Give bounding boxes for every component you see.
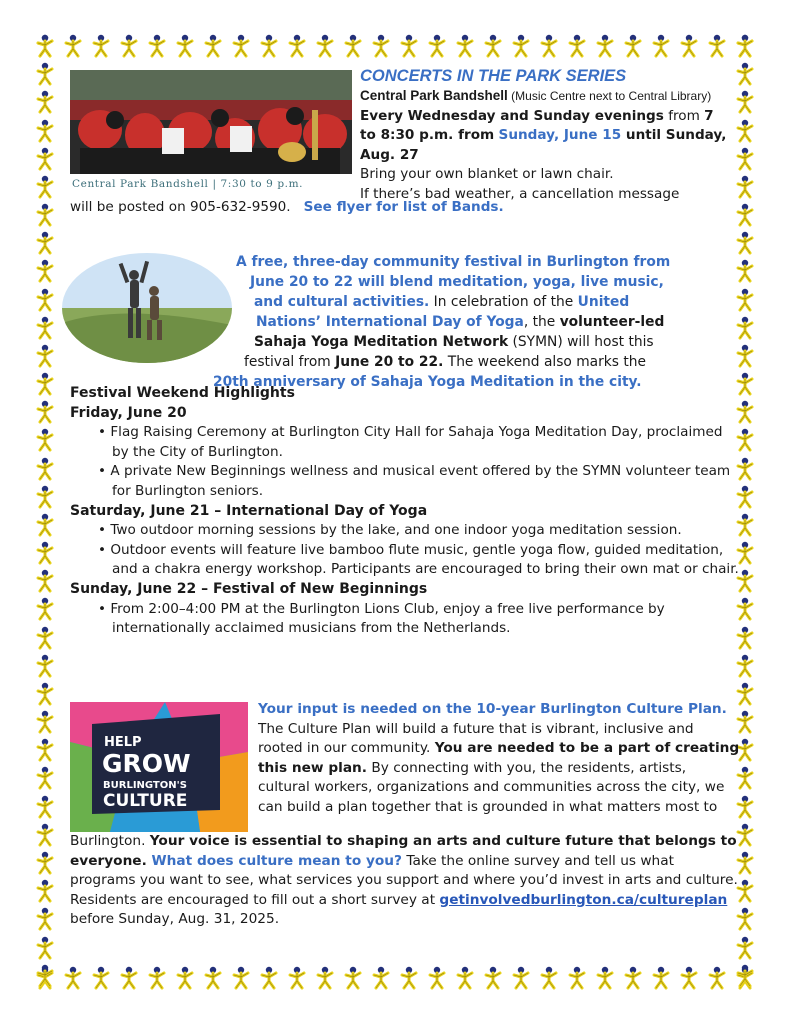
border-figure-icon xyxy=(34,654,56,678)
start-date: Sunday, June 15 xyxy=(498,127,622,143)
border-figure-icon xyxy=(538,966,560,990)
saturday-item: • Outdoor events will feature live bamboo flute music, gentle yoga flow, guided meditation, and a chakra energy workshop. Participants are encouraged to bring their own mat or chair. xyxy=(98,541,739,578)
highlights-title: Festival Weekend Highlights xyxy=(70,385,295,401)
border-figure-icon xyxy=(734,936,756,960)
culture-heading: Your input is needed on the 10-year Burlington Culture Plan. xyxy=(258,701,727,717)
border-figure-icon xyxy=(426,34,448,58)
friday-item: • A private New Beginnings wellness and musical event offered by the SYMN volunteer team for Burlington seniors. xyxy=(98,463,731,499)
yoga-line-4: Nations’ International Day of Yoga, the volunteer-led xyxy=(256,314,665,330)
border-figure-icon xyxy=(594,34,616,58)
culture-tail: Burlington. Your voice is essential to shaping an arts and culture future that belongs to everyone. What does culture mean to you? Take the online survey and tell us what programs you want to see, what services you support and where you’d invest in arts and culture. Residents are encouraged to fill out a short survey at getinvolvedburlington.ca/cultureplan before Sunday, Aug. 31, 2025. xyxy=(70,833,738,928)
friday-item: • Flag Raising Ceremony at Burlington City Hall for Sahaja Yoga Meditation Day, proclaimed by the City of Burlington. xyxy=(98,424,723,460)
festival-highlights xyxy=(70,384,740,639)
border-figure-icon xyxy=(34,485,56,509)
border-figure-icon xyxy=(454,966,476,990)
culture-question: What does culture mean to you? xyxy=(146,852,402,869)
border-figure-icon xyxy=(454,34,476,58)
border-figure-icon xyxy=(34,147,56,171)
border-figure-icon xyxy=(286,966,308,990)
end-date: until Sunday, Aug. 27 xyxy=(360,127,727,163)
border-figure-icon xyxy=(34,259,56,283)
border-figure-icon xyxy=(510,34,532,58)
border-figure-icon xyxy=(622,34,644,58)
border-figure-icon xyxy=(734,119,756,143)
border-figure-icon xyxy=(734,316,756,340)
border-figure-icon xyxy=(34,344,56,368)
venue-name: Central Park Bandshell xyxy=(360,88,508,103)
culture-p1-bold: You are needed to be a part of creating this new plan. xyxy=(258,740,740,776)
border-figure-icon xyxy=(342,966,364,990)
border-figure-icon xyxy=(34,175,56,199)
border-bottom xyxy=(34,966,756,990)
border-figure-icon xyxy=(566,966,588,990)
border-figure-icon xyxy=(34,879,56,903)
border-figure-icon xyxy=(34,682,56,706)
yoga-line-7: 20th anniversary of Sahaja Yoga Meditation in the city. xyxy=(213,374,642,390)
yoga-line-5: Sahaja Yoga Meditation Network (SYMN) will host this xyxy=(254,334,654,350)
border-figure-icon xyxy=(34,288,56,312)
border-figure-icon xyxy=(34,823,56,847)
border-figure-icon xyxy=(34,316,56,340)
border-figure-icon xyxy=(34,62,56,86)
photo-caption: Central Park Bandshell | 7:30 to 9 p.m. xyxy=(72,178,304,190)
border-figure-icon xyxy=(90,34,112,58)
concerts-block xyxy=(360,66,732,204)
saturday-heading: Saturday, June 21 – International Day of Yoga xyxy=(70,502,428,519)
border-figure-icon xyxy=(538,34,560,58)
logo-culture: CULTURE xyxy=(103,791,188,811)
flyer-link[interactable]: See flyer for list of Bands. xyxy=(303,199,504,215)
border-figure-icon xyxy=(482,34,504,58)
border-figure-icon xyxy=(734,34,756,58)
logo-help: HELP xyxy=(104,735,142,750)
border-figure-icon xyxy=(34,795,56,819)
border-figure-icon xyxy=(734,90,756,114)
border-figure-icon xyxy=(34,851,56,875)
border-figure-icon xyxy=(314,966,336,990)
border-figure-icon xyxy=(314,34,336,58)
border-figure-icon xyxy=(230,34,252,58)
border-figure-icon xyxy=(174,34,196,58)
border-figure-icon xyxy=(90,966,112,990)
border-figure-icon xyxy=(34,936,56,960)
border-figure-icon xyxy=(622,966,644,990)
border-figure-icon xyxy=(146,34,168,58)
from-word: from xyxy=(663,107,705,124)
border-figure-icon xyxy=(342,34,364,58)
border-figure-icon xyxy=(370,34,392,58)
border-left xyxy=(34,34,58,988)
border-figure-icon xyxy=(734,231,756,255)
border-figure-icon xyxy=(34,34,56,58)
border-figure-icon xyxy=(650,966,672,990)
border-figure-icon xyxy=(482,966,504,990)
border-figure-icon xyxy=(734,964,756,988)
border-figure-icon xyxy=(34,766,56,790)
border-figure-icon xyxy=(678,34,700,58)
border-figure-icon xyxy=(398,966,420,990)
friday-heading: Friday, June 20 xyxy=(70,404,187,421)
border-figure-icon xyxy=(62,34,84,58)
border-figure-icon xyxy=(734,62,756,86)
saturday-item: • Two outdoor morning sessions by the lake, and one indoor yoga meditation session. xyxy=(98,522,682,539)
border-figure-icon xyxy=(230,966,252,990)
weather-note: If there’s bad weather, a cancellation message xyxy=(360,185,680,202)
border-figure-icon xyxy=(34,90,56,114)
border-figure-icon xyxy=(34,513,56,537)
border-figure-icon xyxy=(118,966,140,990)
yoga-line-6: festival from June 20 to 22. The weekend also marks the xyxy=(244,354,647,370)
border-figure-icon xyxy=(34,964,56,988)
border-figure-icon xyxy=(34,428,56,452)
border-figure-icon xyxy=(118,34,140,58)
culture-voice: Your voice is essential to shaping an arts and culture future that belongs to everyone. xyxy=(70,833,737,869)
time-range: 7 to 8:30 p.m. from xyxy=(360,107,714,143)
border-figure-icon xyxy=(34,203,56,227)
yoga-line-1: A free, three-day community festival in Burlington from xyxy=(236,254,671,270)
border-figure-icon xyxy=(706,966,728,990)
border-figure-icon xyxy=(706,34,728,58)
bandshell-photo xyxy=(70,70,352,174)
border-figure-icon xyxy=(734,259,756,283)
border-figure-icon xyxy=(34,372,56,396)
border-figure-icon xyxy=(34,710,56,734)
yoga-line-3: and cultural activities. In celebration of the United xyxy=(254,294,630,310)
border-figure-icon xyxy=(734,288,756,312)
concerts-title: CONCERTS IN THE PARK SERIES xyxy=(360,67,627,85)
border-figure-icon xyxy=(34,569,56,593)
border-figure-icon xyxy=(202,34,224,58)
border-figure-icon xyxy=(286,34,308,58)
border-figure-icon xyxy=(398,34,420,58)
border-figure-icon xyxy=(34,738,56,762)
culture-p2: By connecting with you, the residents, artists, cultural workers, organizations and communities across the city, we can build a plan together that is grounded in what matters most to xyxy=(258,759,725,815)
yoga-photo xyxy=(62,253,232,363)
logo-burlingtons: BURLINGTON'S xyxy=(103,780,187,791)
border-figure-icon xyxy=(734,147,756,171)
border-figure-icon xyxy=(34,231,56,255)
border-top xyxy=(34,34,756,58)
border-figure-icon xyxy=(34,541,56,565)
border-figure-icon xyxy=(678,966,700,990)
border-figure-icon xyxy=(258,34,280,58)
culture-block xyxy=(258,700,740,818)
bring-note: Bring your own blanket or lawn chair. xyxy=(360,166,614,182)
border-figure-icon xyxy=(734,175,756,199)
border-figure-icon xyxy=(734,344,756,368)
schedule-days: Every Wednesday and Sunday evenings xyxy=(360,107,664,124)
venue-note: (Music Centre next to Central Library) xyxy=(507,89,712,103)
culture-plan-logo xyxy=(70,702,248,832)
border-figure-icon xyxy=(34,457,56,481)
border-figure-icon xyxy=(426,966,448,990)
border-figure-icon xyxy=(650,34,672,58)
border-figure-icon xyxy=(174,966,196,990)
border-figure-icon xyxy=(510,966,532,990)
weather-phone: will be posted on 905-632-9590. xyxy=(70,199,291,215)
sunday-item: • From 2:00–4:00 PM at the Burlington Lions Club, enjoy a free live performance by internationally acclaimed musicians from the Netherlands. xyxy=(98,600,665,637)
border-figure-icon xyxy=(34,119,56,143)
border-figure-icon xyxy=(734,654,756,678)
border-figure-icon xyxy=(146,966,168,990)
border-figure-icon xyxy=(594,966,616,990)
border-figure-icon xyxy=(370,966,392,990)
border-figure-icon xyxy=(34,597,56,621)
border-figure-icon xyxy=(566,34,588,58)
concerts-tail xyxy=(70,198,740,218)
border-figure-icon xyxy=(202,966,224,990)
culture-p1: The Culture Plan will build a future that is vibrant, inclusive and rooted in our community. xyxy=(258,720,694,757)
border-figure-icon xyxy=(258,966,280,990)
sunday-heading: Sunday, June 22 – Festival of New Beginnings xyxy=(70,580,428,597)
border-figure-icon xyxy=(34,400,56,424)
border-figure-icon xyxy=(34,907,56,931)
survey-link[interactable]: getinvolvedburlington.ca/cultureplan xyxy=(439,891,728,908)
border-figure-icon xyxy=(34,626,56,650)
yoga-line-2: June 20 to 22 will blend meditation, yoga, live music, xyxy=(250,274,664,290)
logo-grow: GROW xyxy=(102,749,191,778)
border-figure-icon xyxy=(62,966,84,990)
